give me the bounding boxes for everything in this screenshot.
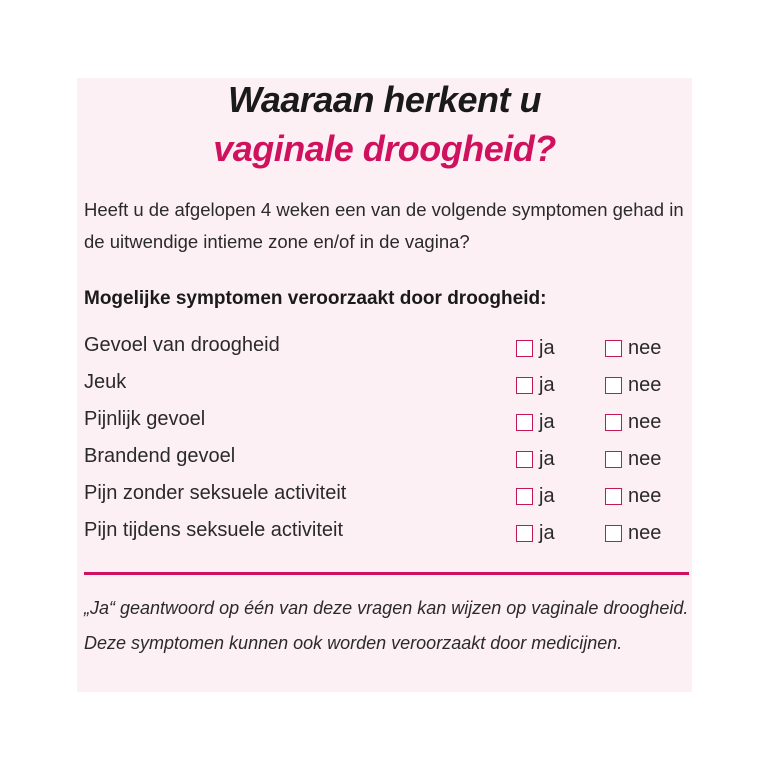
checkbox-icon[interactable] xyxy=(516,488,533,505)
checkbox-icon[interactable] xyxy=(516,414,533,431)
symptom-row xyxy=(77,480,692,517)
yes-label: ja xyxy=(539,485,555,507)
no-label: nee xyxy=(628,411,662,433)
no-label: nee xyxy=(628,448,662,470)
yes-option[interactable] xyxy=(516,448,555,471)
checkbox-icon[interactable] xyxy=(605,451,622,468)
checkbox-icon[interactable] xyxy=(605,414,622,431)
symptom-list xyxy=(77,332,692,554)
symptom-label: Pijn tijdens seksuele activiteit xyxy=(84,519,344,541)
section-heading: Mogelijke symptomen veroorzaakt door droogheid: xyxy=(84,288,547,309)
yes-label: ja xyxy=(539,374,555,396)
checkbox-icon[interactable] xyxy=(516,340,533,357)
no-option[interactable] xyxy=(605,448,661,471)
no-label: nee xyxy=(628,337,662,359)
checkbox-icon[interactable] xyxy=(605,340,622,357)
yes-label: ja xyxy=(539,448,555,470)
yes-option[interactable] xyxy=(516,337,555,360)
symptom-row xyxy=(77,332,692,369)
checkbox-icon[interactable] xyxy=(516,377,533,394)
checkbox-icon[interactable] xyxy=(605,525,622,542)
symptom-label: Gevoel van droogheid xyxy=(84,334,280,356)
symptom-row xyxy=(77,443,692,480)
yes-option[interactable] xyxy=(516,374,555,397)
yes-option[interactable] xyxy=(516,522,555,545)
no-option[interactable] xyxy=(605,522,661,545)
no-option[interactable] xyxy=(605,485,661,508)
yes-option[interactable] xyxy=(516,411,555,434)
title-line-1: Waaraan herkent u xyxy=(228,79,541,120)
symptom-label: Pijnlijk gevoel xyxy=(84,408,206,430)
yes-label: ja xyxy=(539,522,555,544)
symptom-row xyxy=(77,369,692,406)
yes-label: ja xyxy=(539,337,555,359)
checkbox-icon[interactable] xyxy=(605,488,622,505)
yes-label: ja xyxy=(539,411,555,433)
symptom-checklist-card xyxy=(77,78,692,692)
title-line-2: vaginale droogheid? xyxy=(213,128,556,169)
no-option[interactable] xyxy=(605,374,661,397)
symptom-label: Brandend gevoel xyxy=(84,445,236,467)
no-label: nee xyxy=(628,374,662,396)
symptom-label: Pijn zonder seksuele activiteit xyxy=(84,482,347,504)
symptom-label: Jeuk xyxy=(84,371,127,393)
intro-question: Heeft u de afgelopen 4 weken een van de volgende symptomen gehad in de uitwendige intieme zone en/of in de vagina? xyxy=(84,199,684,252)
no-label: nee xyxy=(628,522,662,544)
yes-option[interactable] xyxy=(516,485,555,508)
no-label: nee xyxy=(628,485,662,507)
footnote: „Ja“ geantwoord op één van deze vragen kan wijzen op vaginale droogheid. Deze symptomen kunnen ook worden veroorzaakt door medicijnen. xyxy=(84,598,689,653)
divider xyxy=(84,572,689,575)
no-option[interactable] xyxy=(605,337,661,360)
checkbox-icon[interactable] xyxy=(516,451,533,468)
checkbox-icon[interactable] xyxy=(605,377,622,394)
symptom-row xyxy=(77,406,692,443)
no-option[interactable] xyxy=(605,411,661,434)
checkbox-icon[interactable] xyxy=(516,525,533,542)
symptom-row xyxy=(77,517,692,554)
